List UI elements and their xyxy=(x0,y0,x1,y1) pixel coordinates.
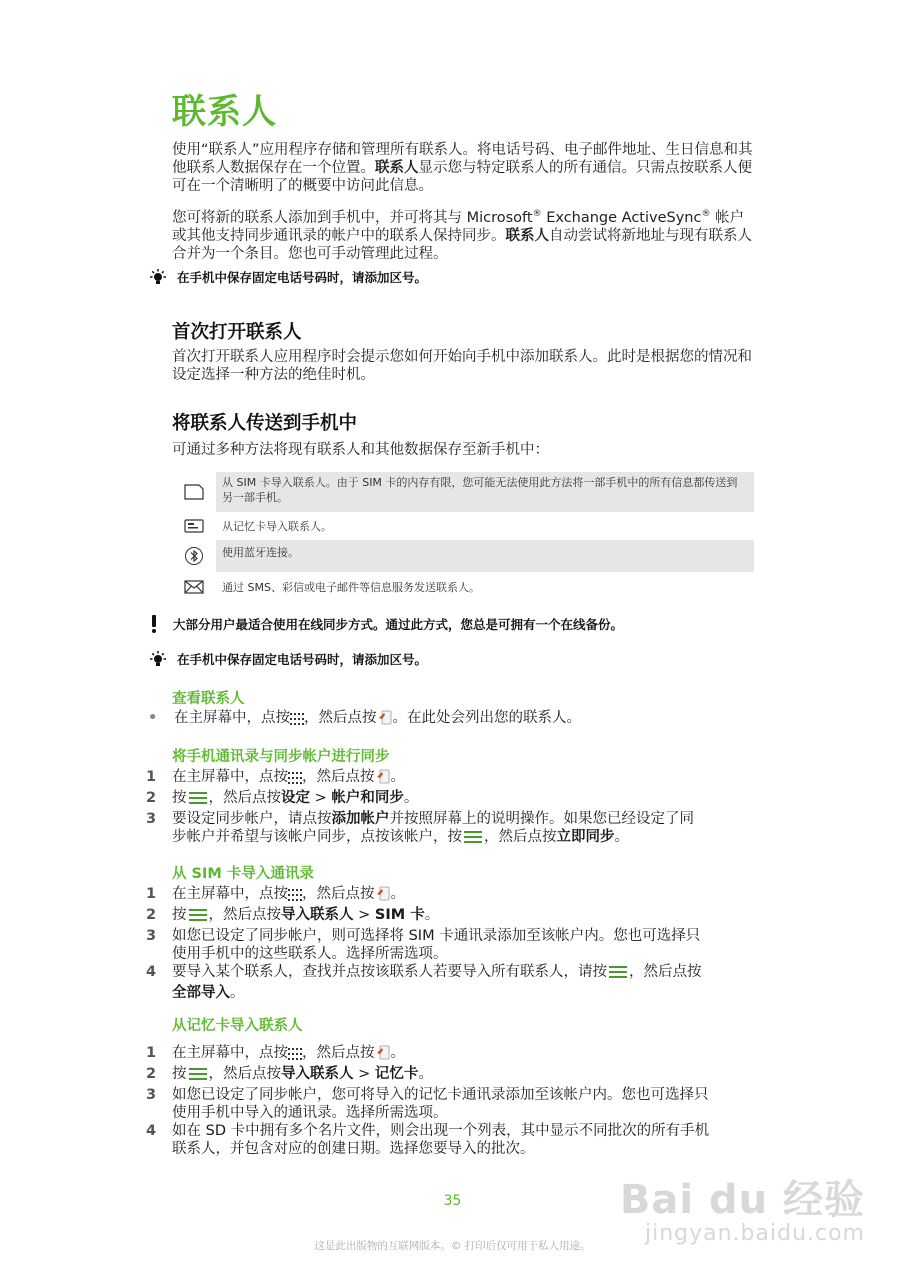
memory-card-icon xyxy=(172,518,216,534)
table-cell: 从记忆卡导入联系人。 xyxy=(222,519,332,533)
menu-icon xyxy=(187,908,209,927)
menu-icon xyxy=(187,1067,209,1086)
sync-steps xyxy=(146,768,721,849)
table-cell: 从 SIM 卡导入联系人。由于 SIM 卡的内存有限，您可能无法使用此方法将一部手机中的所有信息都传送到另一部手机。 xyxy=(216,472,754,512)
intro-paragraph-2: 您可将新的联系人添加到手机中，并可将其与 Microsoft® Exchange ActiveSync® 帐户或其他支持同步通讯录的帐户中的联系人保持同步。联系人自动尝试将新地址与现有联系人合并为一个条目。您也可手动管理此过程。 xyxy=(172,209,752,262)
list-item: 3 要设定同步帐户，请点按添加帐户并按照屏幕上的说明操作。如果您已经设定了同步帐户并希望与该帐户同步，点按该帐户，按 ，然后点按立即同步。 xyxy=(146,810,721,849)
lightbulb-icon xyxy=(147,269,169,285)
bluetooth-icon xyxy=(172,546,216,566)
tip-note-2: 在手机中保存固定电话号码时，请添加区号。 xyxy=(147,650,427,668)
page-number: 35 xyxy=(443,1193,462,1209)
list-item: • 在主屏幕中，点按 ，然后点按 。在此处会列出您的联系人。 xyxy=(146,709,721,730)
contacts-app-icon xyxy=(375,768,391,789)
list-item: 1 在主屏幕中，点按 ，然后点按 。 xyxy=(146,1044,721,1065)
list-item: 2 按 ，然后点按导入联系人 > SIM 卡。 xyxy=(146,906,721,927)
list-item: 4 如在 SD 卡中拥有多个名片文件，则会出现一个列表，其中显示不同批次的所有手机联系人，并包含对应的创建日期。选择您要导入的批次。 xyxy=(146,1123,710,1157)
exclamation-icon xyxy=(143,615,165,633)
table-row xyxy=(172,512,754,540)
menu-icon xyxy=(607,965,629,984)
list-item: 3 如您已设定了同步帐户，则可选择将 SIM 卡通讯录添加至该帐户内。您也可选择只使用手机中的这些联系人。选择所需选项。 xyxy=(146,928,701,962)
heading-card-import: 从记忆卡导入联系人 xyxy=(172,1018,303,1034)
sim-card-icon xyxy=(172,484,216,500)
sim-import-steps xyxy=(146,885,721,1002)
list-item: 1 在主屏幕中，点按 ，然后点按 。 xyxy=(146,885,721,906)
transfer-methods-table xyxy=(172,472,754,602)
table-row xyxy=(172,540,754,572)
list-item: 2 按 ，然后点按设定 > 帐户和同步。 xyxy=(146,789,721,810)
lightbulb-icon xyxy=(147,651,169,667)
heading-transfer: 将联系人传送到手机中 xyxy=(172,413,358,434)
app-grid-icon xyxy=(290,712,304,730)
list-item: 2 按 ，然后点按导入联系人 > 记忆卡。 xyxy=(146,1065,721,1086)
app-grid-icon xyxy=(288,1047,302,1065)
heading-sim-import: 从 SIM 卡导入通讯录 xyxy=(172,866,314,882)
view-contacts-list xyxy=(146,709,721,730)
menu-icon xyxy=(462,830,484,849)
watermark: Bai du 经验 jingyan.baidu.com xyxy=(619,1177,865,1246)
table-row xyxy=(172,572,754,602)
contacts-app-icon xyxy=(375,885,391,906)
envelope-icon xyxy=(172,580,216,594)
contacts-app-icon xyxy=(375,1044,391,1065)
list-item: 4 要导入某个联系人，查找并点按该联系人若要导入所有联系人，请按 ，然后点按全部导入。 xyxy=(146,964,702,1001)
app-grid-icon xyxy=(288,888,302,906)
table-cell: 使用蓝牙连接。 xyxy=(216,540,754,572)
page-title: 联系人 xyxy=(172,92,277,132)
list-item: 1 在主屏幕中，点按 ，然后点按 。 xyxy=(146,768,721,789)
heading-sync: 将手机通讯录与同步帐户进行同步 xyxy=(172,749,390,765)
app-grid-icon xyxy=(288,771,302,789)
tip-note-1: 在手机中保存固定电话号码时，请添加区号。 xyxy=(147,268,427,286)
contacts-app-icon xyxy=(377,709,393,730)
warning-note: 大部分用户最适合使用在线同步方式。通过此方式，您总是可拥有一个在线备份。 xyxy=(143,615,623,633)
table-cell: 通过 SMS、彩信或电子邮件等信息服务发送联系人。 xyxy=(222,580,480,594)
card-import-steps xyxy=(146,1044,721,1158)
transfer-body: 可通过多种方法将现有联系人和其他数据保存至新手机中： xyxy=(172,442,549,458)
first-open-body: 首次打开联系人应用程序时会提示您如何开始向手机中添加联系人。此时是根据您的情况和设定选择一种方法的绝佳时机。 xyxy=(172,349,752,383)
table-row xyxy=(172,472,754,512)
list-item: 3 如您已设定了同步帐户，您可将导入的记忆卡通讯录添加至该帐户内。您也可选择只使用手机中导入的通讯录。选择所需选项。 xyxy=(146,1087,709,1121)
heading-first-open: 首次打开联系人 xyxy=(172,322,302,343)
intro-paragraph-1: 使用“联系人”应用程序存储和管理所有联系人。将电话号码、电子邮件地址、生日信息和其他联系人数据保存在一个位置。联系人显示您与特定联系人的所有通信。只需点按联系人便可在一个清晰明了的概要中访问此信息。 xyxy=(172,142,753,194)
footer-note: 这是此出版物的互联网版本。© 打印后仅可用于私人用途。 xyxy=(314,1240,591,1252)
heading-view-contacts: 查看联系人 xyxy=(172,691,245,707)
menu-icon xyxy=(187,791,209,810)
